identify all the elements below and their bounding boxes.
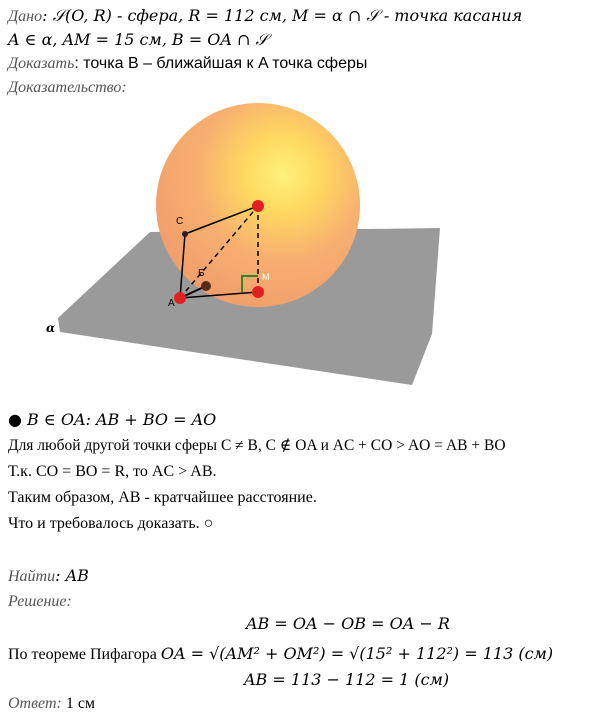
- solution-label: Решение:: [8, 593, 72, 610]
- equation-2-prefix: По теореме Пифагора: [8, 646, 157, 663]
- given-line-1: [8, 6, 522, 27]
- point-c: [182, 231, 188, 237]
- proof-line-1: ● B ∈ OA: AB + BO = AO: [8, 410, 217, 429]
- sphere-plane-figure: [0, 100, 600, 390]
- label-alpha: α: [46, 321, 56, 335]
- answer-line: [8, 694, 95, 714]
- proof-line-5: Что и требовалось доказать. ○: [8, 515, 214, 532]
- equation-2: OA = √(AM² + OM²) = √(15² + 112²) = 113 (см): [160, 644, 554, 663]
- find-value: : AB: [55, 566, 89, 585]
- prove-label: Доказать: [8, 55, 75, 72]
- given-line-2: A ∈ α, AM = 15 см, B = OA ∩ 𝒮: [8, 30, 268, 49]
- point-b: [201, 281, 211, 291]
- label-b: Б: [198, 268, 205, 279]
- equation-2-line: [8, 644, 553, 665]
- answer-value: 1 см: [65, 695, 96, 712]
- answer-label: Ответ:: [8, 695, 62, 712]
- point-m: [252, 286, 264, 298]
- prove-text: : точка B – ближайшая к A точка сферы: [74, 55, 368, 72]
- equation-1: AB = OA − OB = OA − R: [246, 614, 450, 633]
- proof-line-2: Для любой другой точки сферы C ≠ B, C ∉ OA и AC + CO > AO = AB + BO: [8, 437, 506, 454]
- find-line: [8, 566, 89, 587]
- label-c: C: [176, 216, 184, 227]
- proof-line-3: Т.к. CO = BO = R, то AC > AB.: [8, 463, 217, 480]
- find-label: Найти: [8, 568, 56, 585]
- proof-line-4: Таким образом, AB - кратчайшее расстояние.: [8, 489, 317, 506]
- given-label: Дано: [8, 8, 43, 25]
- given-text-1: : 𝒮(O, R) - сфера, R = 112 см, M = α ∩ 𝒮 - точка касания: [42, 6, 523, 25]
- equation-3: AB = 113 − 112 = 1 (см): [244, 670, 450, 689]
- point-o: [252, 200, 264, 212]
- point-a: [174, 292, 186, 304]
- label-m: M: [262, 272, 270, 282]
- proof-label: Доказательство:: [8, 79, 127, 96]
- prove-line: [8, 54, 367, 74]
- label-a: A: [168, 298, 175, 309]
